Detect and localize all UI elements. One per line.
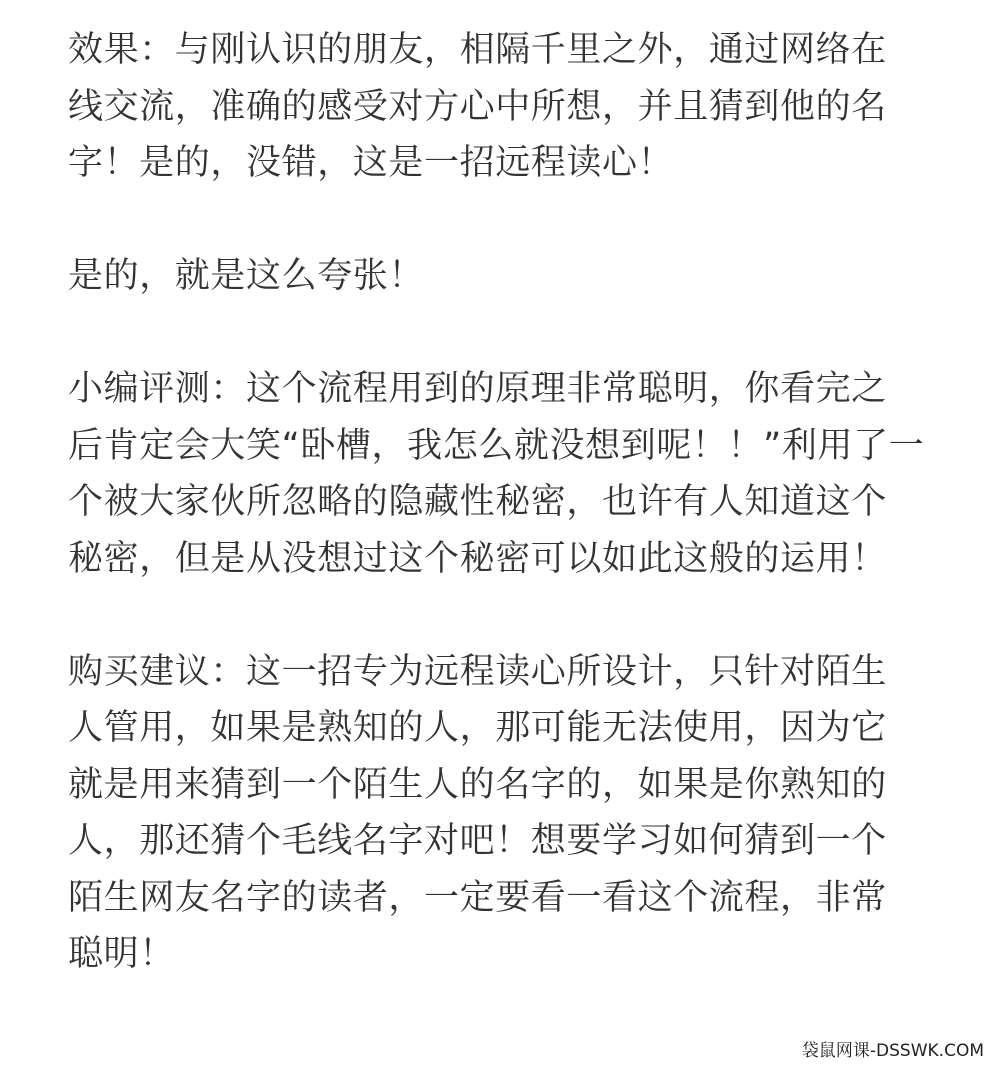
text-line: 小编评测：这个流程用到的原理非常聪明，你看完之 <box>68 369 887 409</box>
text-line: 人管用，如果是熟知的人，那可能无法使用，因为它 <box>68 708 887 748</box>
text-line: 个被大家伙所忽略的隐藏性秘密，也许有人知道这个 <box>68 482 887 522</box>
text-line: 是的，就是这么夸张！ <box>68 256 425 296</box>
paragraph-purchase-advice <box>68 644 928 983</box>
paragraph-review <box>68 361 928 587</box>
watermark: 袋鼠网课-DSSWK.COM <box>798 1034 988 1063</box>
paragraph-effect <box>68 22 928 192</box>
text-line: 效果：与刚认识的朋友，相隔千里之外，通过网络在 <box>68 30 887 70</box>
text-line: 字！是的，没错，这是一招远程读心！ <box>68 143 674 183</box>
text-line: 聪明！ <box>68 934 175 974</box>
text-line: 就是用来猜到一个陌生人的名字的，如果是你熟知的 <box>68 764 887 805</box>
text-line: 购买建议：这一招专为远程读心所设计，只针对陌生 <box>68 651 887 692</box>
text-line: 后肯定会大笑“卧槽，我怎么就没想到呢！！”利用了一 <box>68 425 925 466</box>
text-line: 线交流，准确的感受对方心中所想，并且猜到他的名 <box>68 86 887 127</box>
text-line: 秘密，但是从没想过这个秘密可以如此这般的运用！ <box>68 538 887 579</box>
text-line: 陌生网友名字的读者，一定要看一看这个流程，非常 <box>68 877 887 918</box>
article-body <box>68 22 928 1039</box>
text-line: 人，那还猜个毛线名字对吧！想要学习如何猜到一个 <box>68 821 887 861</box>
paragraph-exaggeration <box>68 248 928 305</box>
